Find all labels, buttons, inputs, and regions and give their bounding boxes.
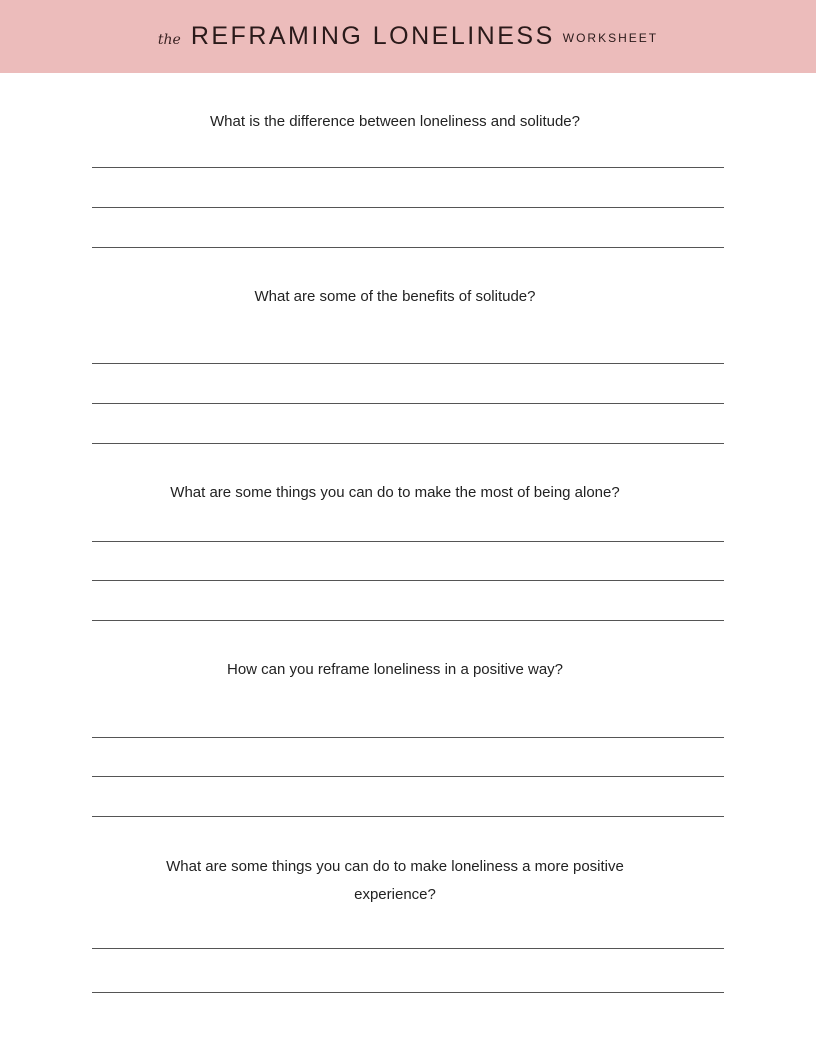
answer-line[interactable] <box>92 948 724 949</box>
answer-line[interactable] <box>92 737 724 738</box>
question-3: What are some things you can do to make the most of being alone? <box>170 484 620 501</box>
answer-line[interactable] <box>92 992 724 993</box>
answer-line[interactable] <box>92 363 724 364</box>
answer-line[interactable] <box>92 580 724 581</box>
answer-line[interactable] <box>92 620 724 621</box>
answer-line[interactable] <box>92 816 724 817</box>
answer-line[interactable] <box>92 403 724 404</box>
answer-line[interactable] <box>92 167 724 168</box>
header-the: the <box>157 31 181 48</box>
answer-line[interactable] <box>92 443 724 444</box>
question-4: How can you reframe loneliness in a positive way? <box>227 661 563 678</box>
header-title: REFRAMING LONELINESS <box>190 22 555 50</box>
answer-line[interactable] <box>92 207 724 208</box>
header-subtitle: WORKSHEET <box>562 30 659 45</box>
question-2: What are some of the benefits of solitude? <box>254 288 536 305</box>
answer-line[interactable] <box>92 776 724 777</box>
question-5: What are some things you can do to make loneliness a more positive experience? <box>166 858 624 903</box>
answer-line[interactable] <box>92 541 724 542</box>
worksheet-header <box>0 0 816 73</box>
question-1: What is the difference between loneliness and solitude? <box>210 113 580 130</box>
answer-line[interactable] <box>92 247 724 248</box>
